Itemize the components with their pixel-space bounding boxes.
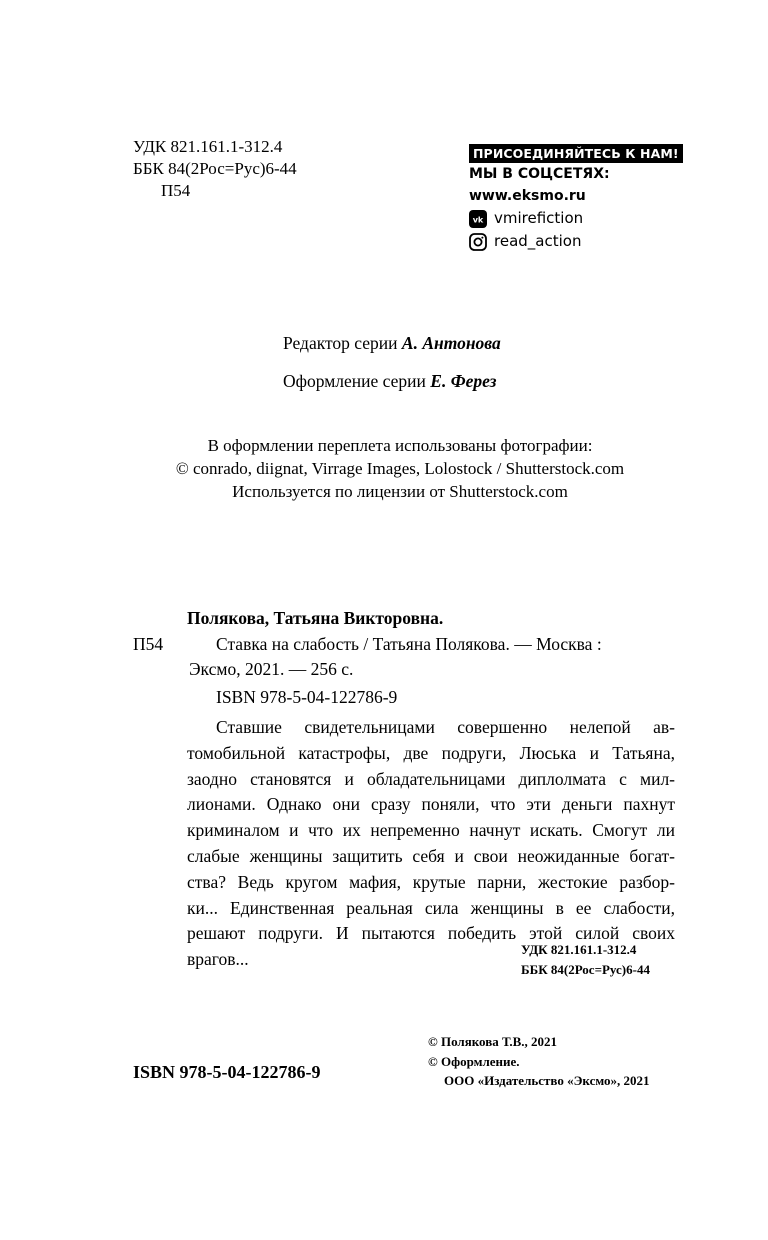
copyright-block: [428, 1032, 650, 1091]
copyright-publisher: ООО «Издательство «Эксмо», 2021: [444, 1073, 650, 1088]
photo-credits: [0, 434, 768, 503]
vk-row[interactable]: [469, 207, 679, 230]
series-design-line: [283, 371, 496, 392]
vk-handle: vmirefiction: [494, 209, 584, 227]
series-editor-label: Редактор серии: [283, 333, 398, 353]
annotation-line: слабые женщины защитить себя и свои неожиданные богат-: [187, 845, 675, 866]
website-link[interactable]: www.eksmo.ru: [469, 188, 586, 204]
annotation-line: Ставшие свидетельницами совершенно нелепой ав-: [216, 717, 675, 737]
annotation-line: криминалом и что их непременно начнут искать. Смогут ли: [187, 820, 675, 841]
svg-text:vk: vk: [472, 215, 484, 224]
join-us-banner: ПРИСОЕДИНЯЙТЕСЬ К НАМ!: [469, 144, 683, 163]
classification-codes-right: [521, 940, 650, 980]
bibliography-isbn: ISBN 978-5-04-122786-9: [216, 687, 398, 707]
social-networks-label: МЫ В СОЦСЕТЯХ:: [469, 166, 610, 182]
author-mark: П54: [161, 181, 191, 200]
bibliography-mark: П54: [133, 634, 164, 654]
series-editor-line: [283, 333, 501, 354]
annotation-line: лионами. Однако они сразу поняли, что эти деньги пахнут: [187, 794, 675, 815]
annotation: [187, 715, 675, 973]
series-design-label: Оформление серии: [283, 371, 426, 391]
bibliography-publisher: Эксмо, 2021. — 256 с.: [189, 659, 354, 679]
social-block: [469, 143, 679, 253]
instagram-row[interactable]: [469, 230, 679, 253]
instagram-icon: [469, 233, 487, 251]
bibliography-author: Полякова, Татьяна Викторовна.: [187, 608, 444, 628]
annotation-line: томобильной катастрофы, две подруги, Люська и Татьяна,: [187, 742, 675, 763]
bbk-code-right: ББК 84(2Рос=Рус)6-44: [521, 962, 650, 977]
bbk-code: ББК 84(2Рос=Рус)6-44: [133, 159, 297, 178]
isbn-bottom: ISBN 978-5-04-122786-9: [133, 1062, 321, 1082]
photo-credits-line-3: Используется по лицензии от Shutterstock.com: [232, 482, 568, 501]
annotation-line: заодно становятся и обладательницами диплолмата с мил-: [187, 768, 675, 789]
copyright-design: © Оформление.: [428, 1053, 520, 1069]
series-design-name: Е. Ферез: [430, 371, 497, 391]
udk-code: УДК 821.161.1-312.4: [133, 137, 283, 156]
vk-icon: [469, 210, 487, 228]
bibliography-title: Ставка на слабость / Татьяна Полякова. — Москва :: [216, 634, 602, 654]
classification-codes: [133, 136, 297, 202]
photo-credits-line-2: © conrado, diignat, Virrage Images, Lolostock / Shutterstock.com: [175, 459, 625, 478]
annotation-text: [187, 715, 675, 973]
copyright-author: © Полякова Т.В., 2021: [428, 1034, 558, 1049]
series-editor-name: А. Антонова: [401, 333, 501, 353]
annotation-line: ства? Ведь кругом мафия, крутые парни, жестокие разбор-: [187, 871, 675, 892]
annotation-line: ки... Единственная реальная сила женщины в ее слабости,: [187, 897, 675, 918]
instagram-handle: read_action: [494, 232, 582, 250]
udk-code-right: УДК 821.161.1-312.4: [521, 942, 637, 957]
photo-credits-line-1: В оформлении переплета использованы фотографии:: [207, 436, 593, 455]
annotation-line: решают подруги. И пытаются победить этой силой своих: [187, 923, 675, 944]
annotation-line: врагов...: [187, 949, 249, 970]
